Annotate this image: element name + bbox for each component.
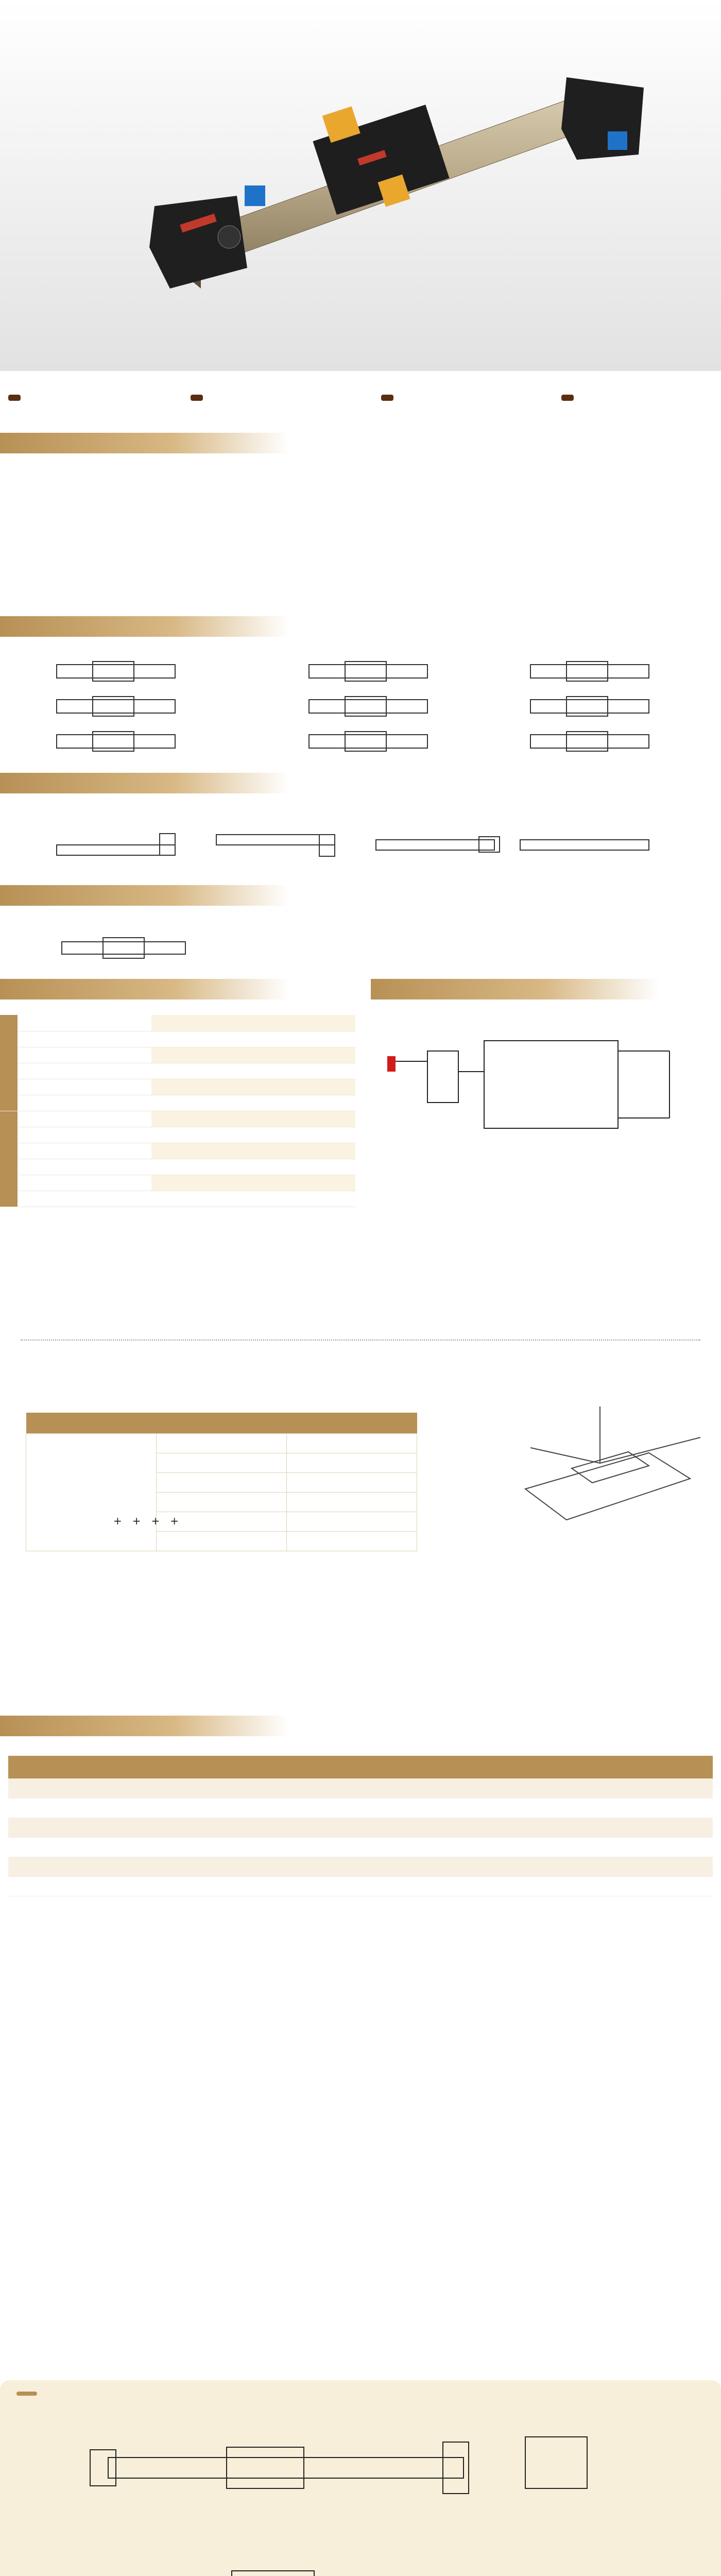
spec-belt-width: [191, 386, 208, 409]
table-row: [0, 1127, 355, 1143]
axis-dirs-drawings: [0, 654, 721, 757]
table-row: [0, 1143, 355, 1159]
table-row: [8, 1778, 713, 1798]
table-row: [0, 1095, 355, 1111]
turn-drawings: [0, 829, 721, 871]
table-row: [0, 1175, 355, 1191]
linear-module-render: [0, 0, 721, 371]
table-row: [26, 1433, 417, 1453]
table-row: [0, 1063, 355, 1079]
table-row: [0, 1047, 355, 1063]
table-row: [8, 1756, 713, 1778]
right-dimension-drawing: [0, 2380, 721, 2576]
table-row: [0, 1031, 355, 1047]
hero-image: [0, 0, 721, 371]
tech-side-b: [0, 1111, 18, 1207]
divider: [21, 1340, 700, 1341]
table-row: [26, 1413, 417, 1433]
spec-strip: [0, 382, 721, 418]
spec-guide-wheel: [381, 386, 399, 409]
table-row: [8, 1876, 713, 1896]
load-axes-diagram: [494, 1391, 711, 1546]
spec-guide-rail: [561, 386, 579, 409]
load-table: [26, 1413, 417, 1551]
sensor-wiring-diagram: [381, 1020, 700, 1139]
panel-motor-right: [0, 2380, 721, 2576]
tech-side-a: [0, 1015, 18, 1111]
table-row: [0, 1191, 355, 1207]
table-row: [0, 1159, 355, 1175]
table-row: [0, 1079, 355, 1095]
table-row: [8, 1798, 713, 1818]
tech-table: [0, 1015, 355, 1207]
table-row: [8, 1857, 713, 1876]
motor-pos-drawing: [52, 927, 196, 969]
formula: + + + +: [113, 1515, 179, 1527]
table-row: [8, 1837, 713, 1857]
table-row: [8, 1818, 713, 1837]
load-group: [26, 1433, 157, 1551]
spec-max-stroke: [8, 386, 26, 409]
table-row: [0, 1015, 355, 1031]
table-row: [0, 1111, 355, 1127]
motor-table: [8, 1756, 713, 1896]
